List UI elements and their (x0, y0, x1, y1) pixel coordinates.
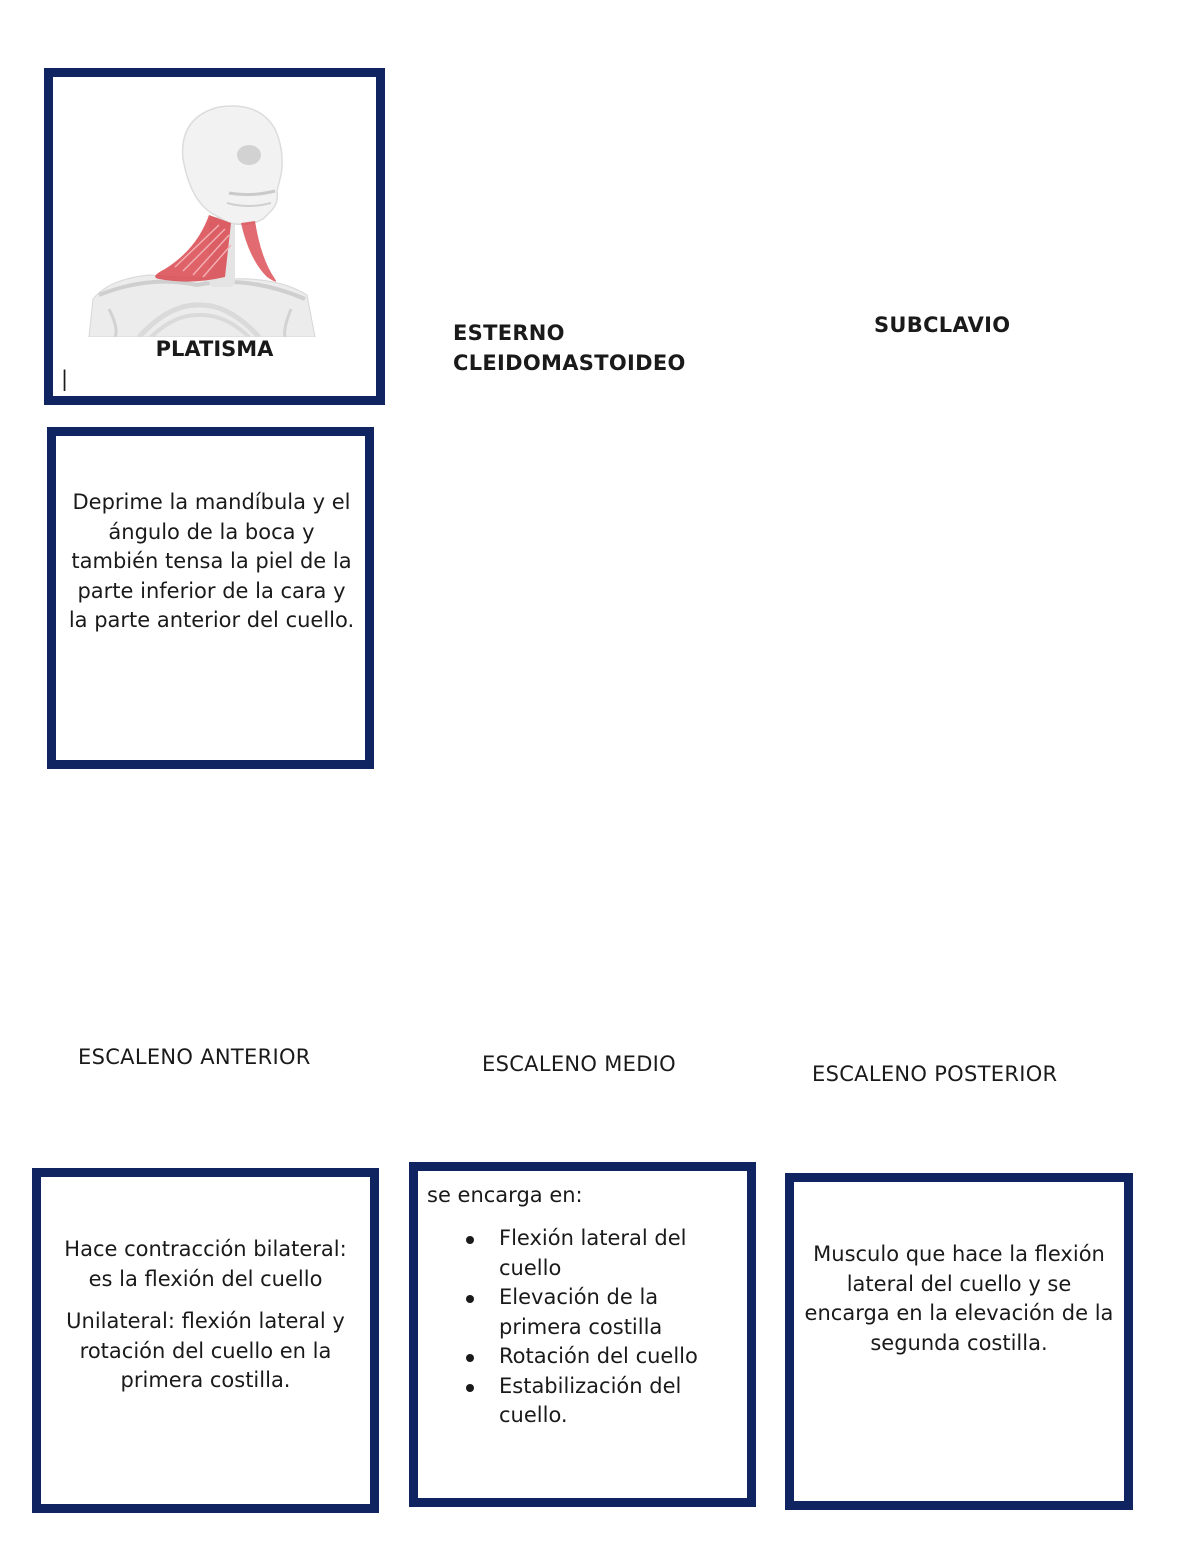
escaleno-posterior-label: ESCALENO POSTERIOR (812, 1062, 1058, 1086)
list-item: Rotación del cuello (466, 1342, 746, 1372)
escaleno-anterior-box (32, 1168, 379, 1513)
platisma-description: Deprime la mandíbula y el ángulo de la boca y también tensa la piel de la parte inferior de la cara y la parte anterior del cuello. (68, 490, 355, 632)
subclavio-label: SUBCLAVIO (874, 313, 1011, 337)
esterno-label-line1: ESTERNO (453, 321, 565, 345)
escaleno-medio-intro: se encarga en: (427, 1183, 583, 1207)
platisma-anatomy-illustration (79, 99, 319, 337)
escaleno-medio-box (409, 1162, 756, 1507)
escaleno-anterior-unilateral-text: Unilateral: flexión lateral y rotación del cuello en la primera costilla. (66, 1309, 345, 1392)
list-item: Elevación de la primera costilla (466, 1283, 746, 1342)
text-cursor: | (61, 367, 69, 391)
escaleno-posterior-description: Musculo que hace la flexión lateral del cuello y se encarga en la elevación de la segunda costilla. (804, 1242, 1114, 1355)
platisma-title: PLATISMA (155, 337, 274, 361)
list-item: Flexión lateral del cuello (466, 1224, 746, 1283)
escaleno-anterior-label: ESCALENO ANTERIOR (78, 1045, 311, 1069)
escaleno-posterior-box (785, 1173, 1133, 1510)
list-item: Estabilización del cuello. (466, 1372, 746, 1431)
escaleno-anterior-bilateral-text: Hace contracción bilateral: es la flexión del cuello (64, 1237, 347, 1291)
platisma-card (44, 68, 385, 405)
escaleno-medio-label: ESCALENO MEDIO (482, 1052, 676, 1076)
escaleno-medio-function-list (466, 1224, 746, 1431)
esterno-label-line2: CLEIDOMASTOIDEO (453, 351, 686, 375)
platisma-description-box (47, 427, 374, 769)
esterno-cleidomastoideo-label (453, 318, 686, 378)
